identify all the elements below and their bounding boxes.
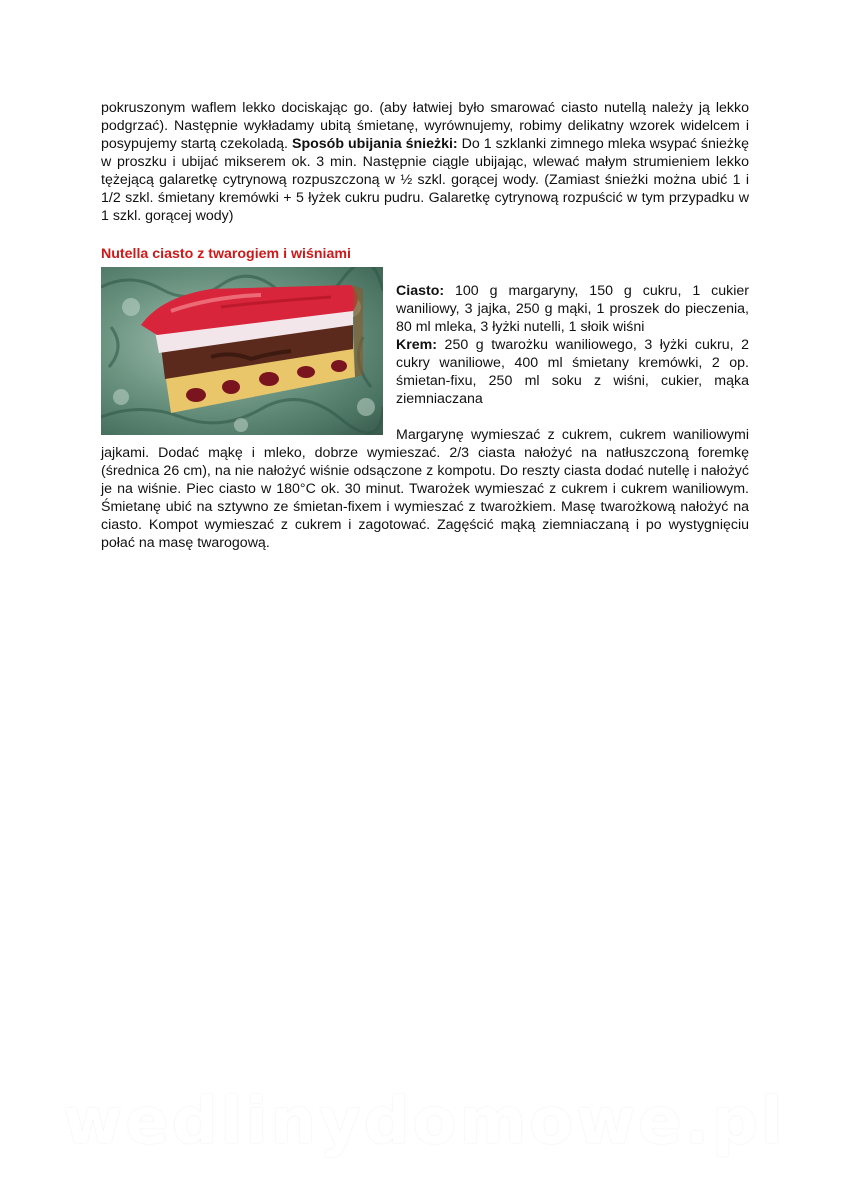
directions-text: Margarynę wymieszać z cukrem, cukrem waniliowymi jajkami. Dodać mąkę i mleko, dobrze wymieszać. 2/3 ciasta nałożyć na natłuszczoną foremkę (średnica 26 cm), na nie nałożyć wiśnie odsączone z kompotu. Do reszty ciasta dodać nutellę i nałożyć je na wiśnie. Piec ciasto w 180°C ok. 30 minut. Twarożek wymieszać z cukrem i cukrem waniliowym. Śmietanę ubić na sztywno ze śmietan-fixem i wymieszać z twarożkiem. Masę twarożkową nałożyć na ciasto. Kompot wymieszać z cukrem i zagotować. Zagęścić mąką ziemniaczaną i po wystygnięciu połać na masę twarogową. [101, 427, 749, 551]
intro-text: pokruszonym waflem lekko dociskając go. (aby łatwiej było smarować ciasto nutellą należy ją lekko podgrzać). Następnie wykładamy ubitą śmietanę, wyrównujemy, robimy delikatny wzorek widelcem i posypujemy startą czekoladą. [101, 100, 749, 152]
dough-label: Ciasto: [396, 283, 445, 299]
whipping-method-label: Sposób ubijania śnieżki: [292, 136, 458, 152]
cake-illustration [101, 267, 383, 435]
cream-ingredients: 250 g twarożku waniliowego, 3 łyżki cukru, 2 cukry waniliowe, 400 ml śmietany kremówki, 2 op. śmietan-fixu, 250 ml soku z wiśni, cukier, mąka ziemniaczana [396, 337, 749, 407]
recipe-title: Nutella ciasto z twarogiem i wiśniami [101, 246, 351, 262]
intro-text-continued: Do 1 szklanki zimnego mleka wsypać śnieżkę w proszku i ubijać mikserem ok. 3 min. Następnie ciągle ubijając, wlewać małym strumieniem lekko tężejącą galaretkę cytrynową rozpuszczoną w ½ szkl. gorącej wody. (Zamiast śnieżki można ubić 1 i 1/2 szkl. śmietany kremówki + 5 łyżek cukru pudru. Galaretkę cytrynową rozpuścić w tym przypadku w 1 szkl. gorącej wody) [101, 136, 749, 224]
photo-wrap-spacer [101, 426, 396, 444]
cream-label: Krem: [396, 337, 437, 353]
intro-paragraph [101, 99, 749, 225]
ingredients [396, 282, 749, 408]
directions-paragraph [101, 426, 749, 552]
watermark: wedlinydomowe.pl [63, 1085, 786, 1159]
cake-photo [101, 267, 383, 435]
dough-ingredients: 100 g margaryny, 150 g cukru, 1 cukier waniliowy, 3 jajka, 250 g mąki, 1 proszek do pieczenia, 80 ml mleka, 3 łyżki nutelli, 1 słoik wiśni [396, 283, 749, 335]
